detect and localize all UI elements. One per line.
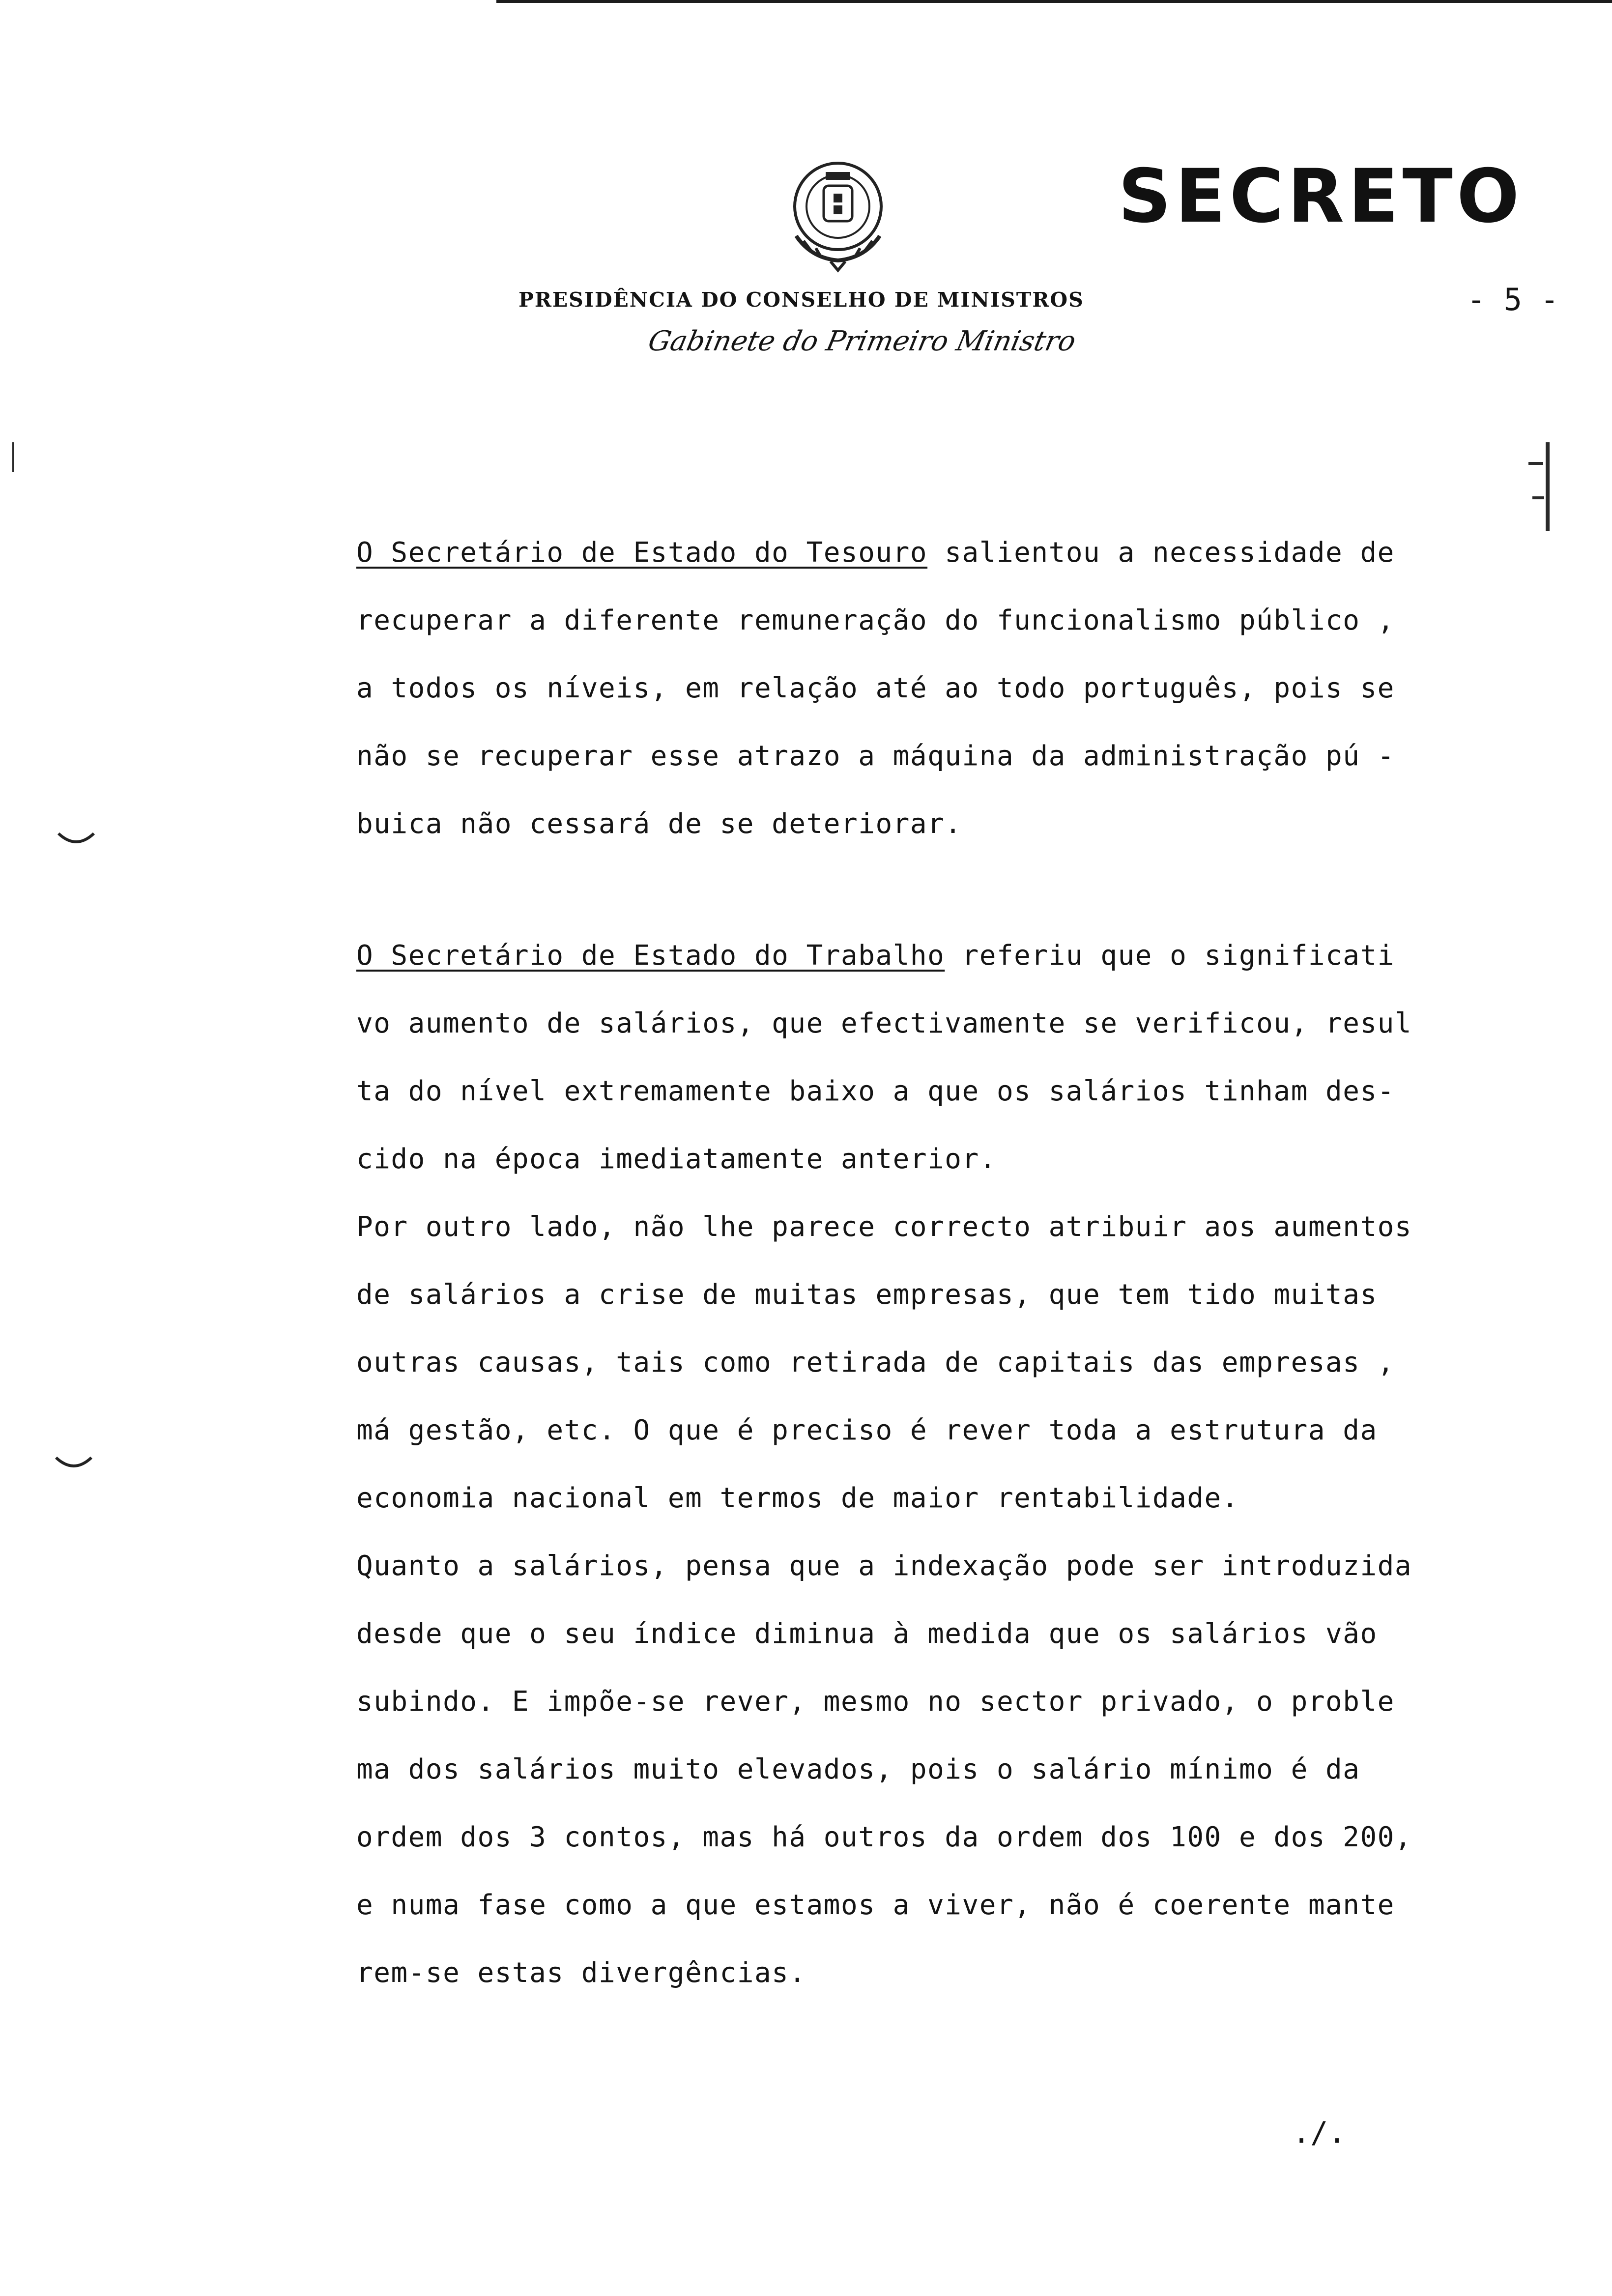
punch-hole-mark (54, 1455, 93, 1474)
paragraph-treasury (356, 536, 1457, 875)
punch-hole-mark (57, 831, 96, 850)
line-text: referiu que o significati (945, 940, 1395, 972)
paragraph-line: e numa fase como a que estamos a viver, não é coerente mante (356, 1889, 1395, 1921)
paragraph-labour (356, 939, 1457, 2024)
paragraph-line: rem-se estas divergências. (356, 1957, 806, 1989)
speaker-name: O Secretário de Estado do Tesouro (356, 537, 928, 569)
line-text: salientou a necessidade de (927, 537, 1395, 569)
department-signature: Gabinete do Primeiro Ministro (645, 325, 1079, 357)
margin-scan-mark (1528, 462, 1543, 465)
paragraph-line: economia nacional em termos de maior rentabilidade. (356, 1482, 1239, 1514)
paragraph-line: cido na época imediatamente anterior. (356, 1143, 997, 1175)
classification-stamp: SECRETO (1118, 154, 1524, 239)
paragraph-line: desde que o seu índice diminua à medida que os salários vão (356, 1618, 1378, 1650)
paragraph-line: ordem dos 3 contos, mas há outros da ordem dos 100 e dos 200, (356, 1821, 1412, 1853)
margin-scan-mark (1546, 442, 1550, 531)
paragraph-line: a todos os níveis, em relação até ao todo português, pois se (356, 672, 1395, 704)
paragraph-line: Quanto a salários, pensa que a indexação pode ser introduzida (356, 1550, 1412, 1582)
paragraph-line: outras causas, tais como retirada de capitais das empresas , (356, 1347, 1395, 1378)
paragraph-line: má gestão, etc. O que é preciso é rever toda a estrutura da (356, 1414, 1378, 1446)
margin-scan-mark (1532, 496, 1544, 499)
paragraph-line: de salários a crise de muitas empresas, que tem tido muitas (356, 1279, 1378, 1311)
paragraph-line (356, 939, 1457, 1006)
paragraph-line: ma dos salários muito elevados, pois o salário mínimo é da (356, 1753, 1360, 1785)
top-border-line (496, 0, 1612, 3)
paragraph-line: não se recuperar esse atrazo a máquina da administração pú - (356, 740, 1395, 772)
margin-scan-mark (12, 442, 14, 472)
coat-of-arms-emblem (777, 152, 899, 275)
paragraph-line (356, 536, 1457, 603)
page-number: - 5 - (1467, 282, 1559, 317)
paragraph-line: Por outro lado, não lhe parece correcto atribuir aos aumentos (356, 1211, 1412, 1243)
speaker-name: O Secretário de Estado do Trabalho (356, 940, 945, 972)
paragraph-line: vo aumento de salários, que efectivamente se verificou, resul (356, 1007, 1412, 1039)
paragraph-line: ta do nível extremamente baixo a que os salários tinham des- (356, 1075, 1395, 1107)
organization-heading: PRESIDÊNCIA DO CONSELHO DE MINISTROS (518, 288, 1084, 312)
paragraph-line: buica não cessará de se deteriorar. (356, 808, 962, 840)
continuation-mark: ./. (1293, 2116, 1346, 2150)
paragraph-line: recuperar a diferente remuneração do funcionalismo público , (356, 604, 1395, 636)
paragraph-line: subindo. E impõe-se rever, mesmo no sector privado, o proble (356, 1686, 1395, 1718)
